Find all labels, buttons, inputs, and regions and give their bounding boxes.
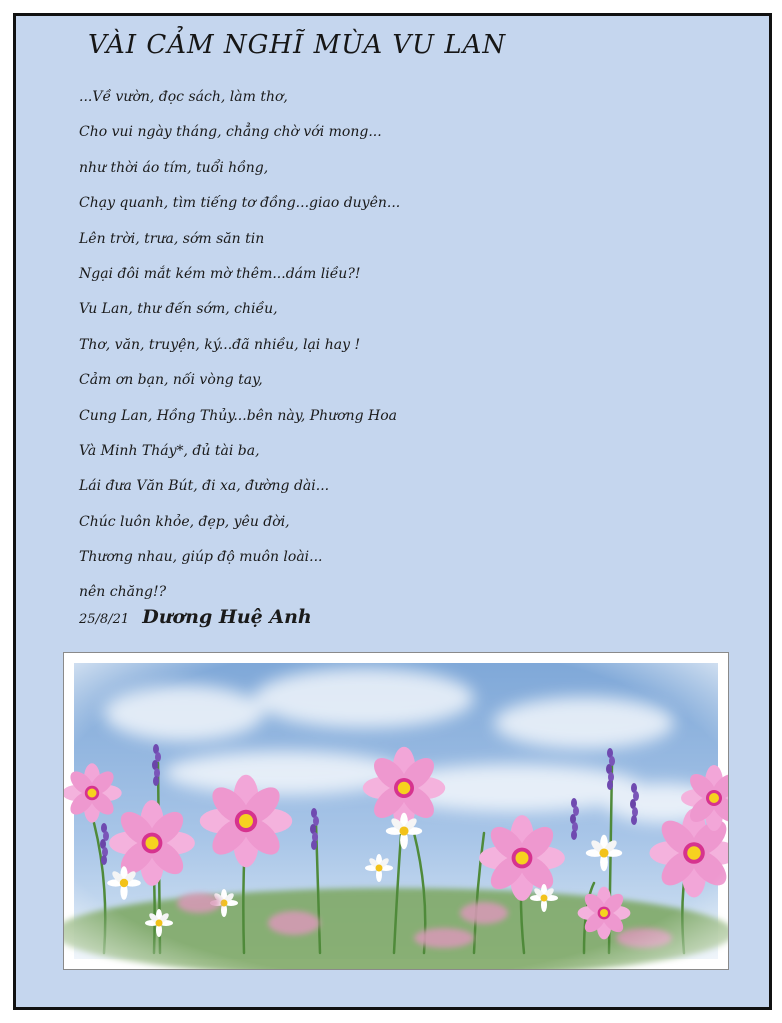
poem-line: nên chăng!?	[79, 584, 167, 601]
flower-meadow-image	[64, 653, 728, 969]
signature-date: 25/8/21	[79, 612, 130, 627]
poem-line: Vu Lan, thư đến sớm, chiều,	[79, 301, 278, 318]
poem-line: Lên trời, trưa, sớm săn tin	[79, 230, 265, 247]
poem-title: VÀI CẢM NGHĨ MÙA VU LAN	[88, 30, 507, 60]
poem-line: Cho vui ngày tháng, chẳng chờ với mong...	[79, 124, 382, 141]
signature	[79, 606, 312, 628]
page-frame	[13, 13, 772, 1010]
poem-body	[79, 80, 400, 611]
poem-line: Chúc luôn khỏe, đẹp, yêu đời,	[79, 513, 290, 530]
poem-line: Ngại đôi mắt kém mờ thêm...dám liều?!	[79, 265, 361, 282]
poem-line: Cảm ơn bạn, nối vòng tay,	[79, 372, 263, 389]
flower-image-frame	[63, 652, 729, 970]
poem-line: Chạy quanh, tìm tiếng tơ đồng...giao duyên...	[79, 195, 401, 212]
poem-line: Thơ, văn, truyện, ký...đã nhiều, lại hay !	[79, 336, 361, 353]
poem-line: như thời áo tím, tuổi hồng,	[79, 159, 269, 176]
poem-line: Và Minh Tháy*, đủ tài ba,	[79, 442, 260, 459]
poem-line: Cung Lan, Hồng Thủy...bên này, Phương Hoa	[79, 407, 398, 424]
signature-author: Dương Huệ Anh	[142, 606, 312, 628]
poem-line: ...Về vườn, đọc sách, làm thơ,	[79, 89, 288, 105]
poem-line: Lái đưa Văn Bút, đi xa, đường dài...	[79, 478, 330, 495]
poem-line: Thương nhau, giúp độ muôn loài...	[79, 549, 323, 566]
